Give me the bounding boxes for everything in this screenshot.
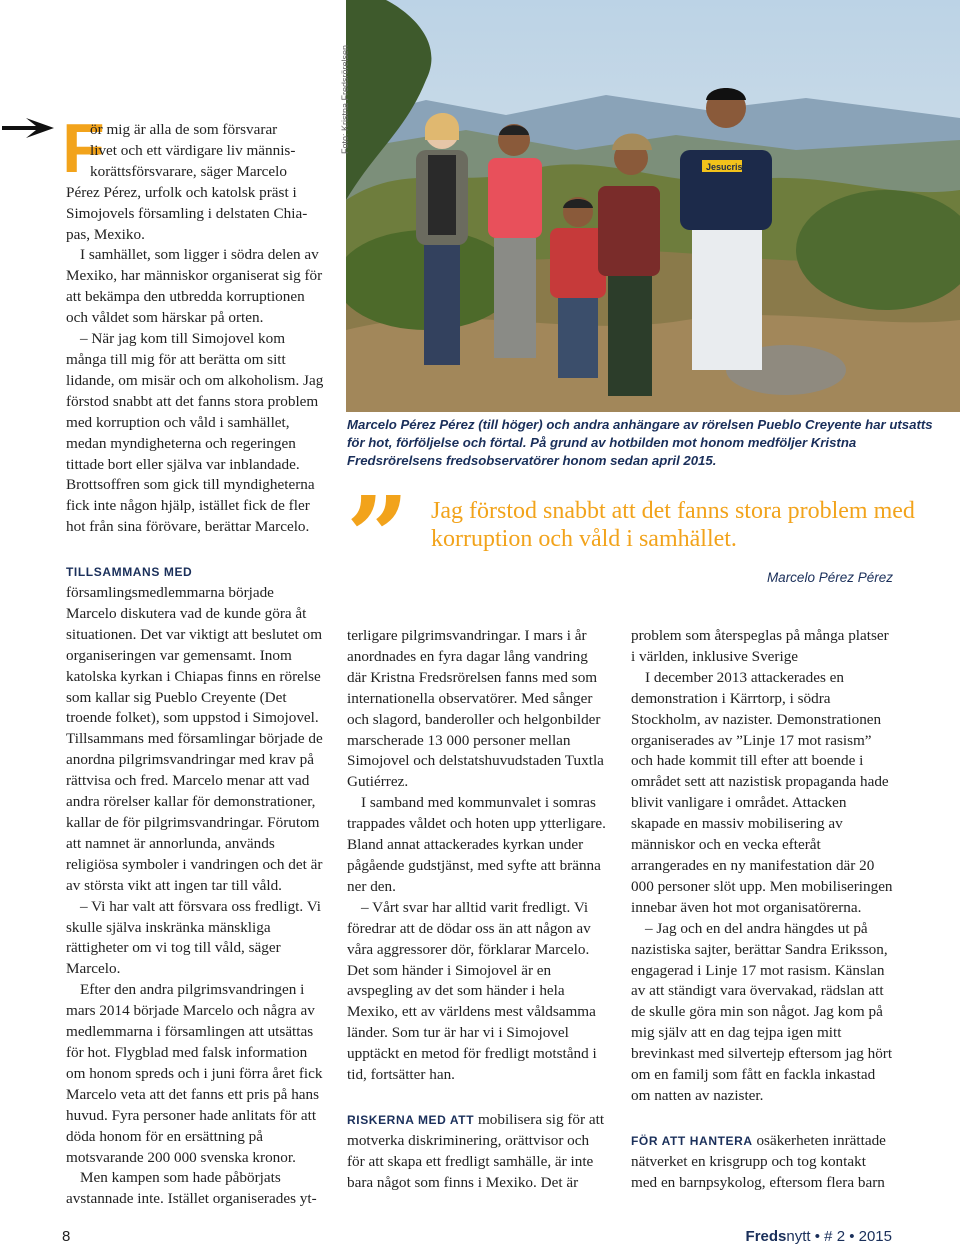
drop-cap: F <box>62 109 105 187</box>
group-photo-illustration <box>346 0 960 412</box>
paragraph: problem som återspeglas på många platser i världen, inklusive Sverige <box>631 627 889 665</box>
paragraph <box>66 562 328 897</box>
shirt-text: Jesucristo <box>706 162 752 172</box>
paragraph: I samband med kommunvalet i somras trappades våldet och hoten upp ytterligare. Bland annat attackerades kyrkan under pågående gudstjänst, med syfte att bränna ner den. <box>347 794 606 895</box>
paragraph-text: osäkerheten inrättade nätverket en krisgrupp och tog kontakt med en barnpsykolog, eftersom flera barn <box>631 1131 886 1191</box>
magazine-footer <box>746 1228 892 1245</box>
photo-caption: Marcelo Pérez Pérez (till höger) och andra anhängare av rörelsen Pueblo Creyente har utsatts för hot, förföljelse och förtal. På grund av hotbilden mot honom medföljer Kristna Fredsrörelsens fredsobservatörer honom sedan april 2015. <box>347 417 933 468</box>
paragraph: I december 2013 attackerades en demonstration i Kärrtorp, i södra Stockholm, av nazister. Demonstrationen organiserades av ”Linje 17 mot rasism” och hade kommit till efter att boende i området sett att nazistisk propaganda hade blivit vanligare i området. Attacken skapade en massiv mobilisering av människor och en vecka efteråt arrangerades en ny manifestation där 20 000 personer slöt upp. Men mobiliseringen innebar även hot mot organisatörerna. <box>631 668 893 916</box>
brand-name-bold: Freds <box>745 1228 787 1245</box>
intro-line: ör mig är alla de som försvarar <box>90 121 278 138</box>
intro-line: livet och ett värdigare liv männis- <box>90 141 296 159</box>
brand-name-rest: nytt <box>786 1228 811 1245</box>
paragraph: I samhället, som ligger i södra delen av Mexiko, har människor organiserat sig för att bekämpa den utbredda korruptionen och våldet som härskar på orten. <box>66 246 323 327</box>
intro-line: Pérez Pérez, urfolk och katolsk präst i <box>66 183 297 201</box>
intro-line: korättsförsvarare, säger Marcelo <box>90 162 287 180</box>
lead-in: TILLSAMMANS MED <box>66 565 193 580</box>
person <box>488 124 542 358</box>
paragraph: Efter den andra pilgrimsvandringen i mars 2014 började Marcelo och några av medlemmarna i församlingen att utsättas för hot. Flygblad med falsk information om honom spreds och i juni förra året fick Marcelo veta att det fanns ett pris på hans huvud. Fyra personer hade anlitats för att döda honom för en ersättning på motsvarande 200 000 svenska kronor. <box>66 981 323 1166</box>
intro-lines <box>66 120 328 1210</box>
paragraph: – När jag kom till Simojovel kom många till mig för att berätta om sitt lidande, om misär och om alkoholism. Jag förstod snabbt att det fanns stora problem med korruption och våld i samhället, medan myndigheterna och regeringen tittade bort eller själva var inblandade. Brottsoffren som gick till myndigheterna fick inte någon hjälp, istället fick de fler hot från sina förövare, berättar Marcelo. <box>66 330 324 536</box>
photo <box>346 0 960 412</box>
paragraph <box>347 1110 609 1194</box>
page-number: 8 <box>62 1228 71 1245</box>
paragraph: – Vårt svar har alltid varit fredligt. Vi föredrar att de dödar oss än att någon av våra aggressorer dör, förklarar Marcelo. Det som händer i Simojovel är en avspegling av det som händer i hela Mexiko, ett av världens mest våldsamma länder. Som tur är har vi i Simojovel upptäckt en metod för fredligt motstånd i tid, fortsätter han. <box>347 898 597 1084</box>
column-2 <box>347 626 609 1194</box>
paragraph: Men kampen som hade påbörjats avstannade inte. Istället organiserades yt- <box>66 1169 317 1208</box>
paragraph <box>631 1131 895 1194</box>
paragraph: – Jag och en del andra hängdes ut på nazistiska sajter, berättar Sandra Eriksson, engagerad i Linje 17 mot rasism. Känslan av att ständigt vara övervakad, rädslan att de skulle göra min son något. Jag kom på mig själv att en dag tejpa igen mitt brevinkast med silvertejp eftersom jag hört om en familj som fått en fackla inkastad om natten av nazister. <box>631 919 893 1104</box>
pull-quote: Jag förstod snabbt att det fanns stora problem med korruption och våld i samhället. <box>431 498 915 552</box>
paragraph: terligare pilgrimsvandringar. I mars i år anordnades en fyra dagar lång vandring där Kristna Fredsrörelsen fanns med som internationella observatörer. Med sånger och slagord, banderoller och helgonbilder marscherade 13 000 personer mellan Simojovel och delstatshuvudstaden Tuxtla Gutiérrez. <box>347 627 604 791</box>
pull-quote-author: Marcelo Pérez Pérez <box>766 570 893 585</box>
column-3 <box>631 626 895 1194</box>
paragraph-text: församlingsmedlemmarna började Marcelo diskutera vad de kunde göra åt situationen. Det var viktigt att beslutet om organiseringen var gemensamt. Inom katolska kyrkan i Chiapas finns en rörelse som kallar sig Pueblo Creyente (Det troende folket), som uppstod i Simojovel. Tillsammans med församlingar började de anordna pilgrimsvandringar med krav på rättvisa och fred. Marcelo menar att vad andra rörelser kallar för demonstrationer, kallar de för pilgrimsvandringar. Förutom att namnet är annorlunda, används religiösa symboler i vandringen och det är av största vikt att ingen tar till våld. <box>66 584 323 894</box>
arrow-icon <box>2 116 54 140</box>
photo-credit: Foto: Kristna Fredsrörelsen <box>340 44 350 154</box>
intro-line: Simojovels församling i delstaten Chia- <box>66 204 308 222</box>
quote-mark-icon: ” <box>346 472 410 601</box>
lead-in: FÖR ATT HANTERA <box>631 1133 753 1148</box>
intro-line: pas, Mexiko. <box>66 225 145 243</box>
lead-in: RISKERNA MED ATT <box>347 1112 475 1127</box>
paragraph-text: mobilisera sig för att motverka diskriminering, orättvisor och för att skapa ett fredligt samhälle, är inte bara något som finns i Mexiko. Det är <box>347 1110 605 1191</box>
issue-info: • # 2 • 2015 <box>814 1228 892 1245</box>
paragraph: – Vi har valt att försvara oss fredligt. Vi skulle själva inskränka mänskliga rättigheter om vi tog till våld, säger Marcelo. <box>66 897 321 978</box>
